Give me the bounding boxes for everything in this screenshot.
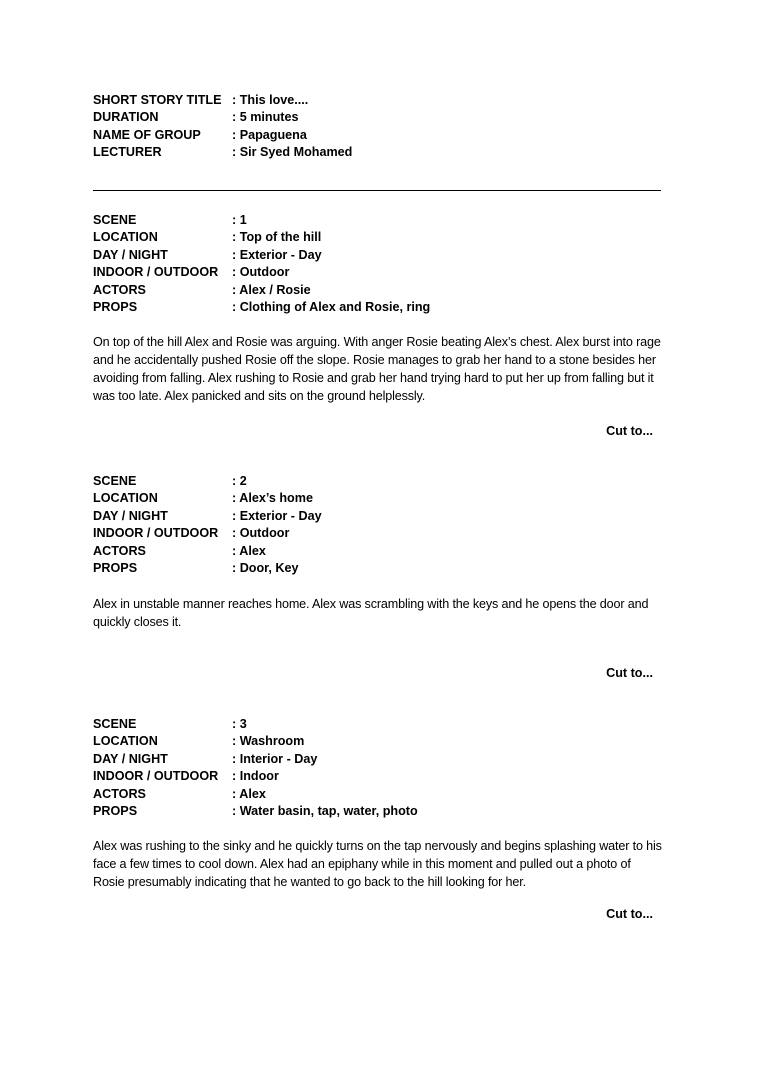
header-row-lecturer xyxy=(93,144,668,161)
scene-value: : Alex / Rosie xyxy=(232,282,311,297)
scene-value: : Exterior - Day xyxy=(232,247,322,262)
scene-label: LOCATION xyxy=(93,230,158,245)
scene-row xyxy=(93,282,668,299)
scene-label: ACTORS xyxy=(93,282,146,297)
scene-value: : Top of the hill xyxy=(232,230,322,245)
scene-row xyxy=(93,247,668,264)
scene-value: : Clothing of Alex and Rosie, ring xyxy=(232,299,431,314)
scene-3-description: Alex was rushing to the sinky and he quickly turns on the tap nervously and begins splashing water to his face a few times to cool down. Alex had an epiphany while in this moment and pulled out a photo of Rosie presumably indicating that he wanted to go back to the hill looking for her. xyxy=(93,839,662,890)
scene-3-transition: Cut to... xyxy=(606,907,653,921)
story-header xyxy=(93,92,668,162)
scene-row xyxy=(93,525,668,542)
scene-row xyxy=(93,473,668,490)
scene-row xyxy=(93,508,668,525)
scene-value: : Alex xyxy=(232,543,266,558)
header-row-group xyxy=(93,127,668,144)
scene-label: INDOOR / OUTDOOR xyxy=(93,526,219,541)
header-label: NAME OF GROUP xyxy=(93,127,201,142)
scene-row xyxy=(93,768,668,785)
scene-value: : Washroom xyxy=(232,734,305,749)
scene-row xyxy=(93,299,668,316)
header-value: : 5 minutes xyxy=(232,110,299,125)
scene-value: : Interior - Day xyxy=(232,751,318,766)
header-value: : Sir Syed Mohamed xyxy=(232,145,353,160)
scene-value: : Outdoor xyxy=(232,526,290,541)
scene-label: PROPS xyxy=(93,803,138,818)
scene-3-details xyxy=(93,716,668,820)
scene-value: : 3 xyxy=(232,717,247,731)
scene-1-description: On top of the hill Alex and Rosie was arguing. With anger Rosie beating Alex’s chest. Alex burst into rage and he accidentally pushed Rosie off the slope. Rosie manages to grab her hand to a stone besides her avoiding from falling. Alex rushing to Rosie and grab her hand trying hard to put her up from falling but it was too late. Alex panicked and sits on the ground helplessly. xyxy=(93,335,661,404)
scene-row xyxy=(93,543,668,560)
scene-label: SCENE xyxy=(93,474,137,488)
scene-label: INDOOR / OUTDOOR xyxy=(93,265,219,280)
scene-value: : Outdoor xyxy=(232,265,290,280)
scene-value: : 1 xyxy=(232,213,247,227)
scene-label: DAY / NIGHT xyxy=(93,247,168,262)
scene-2-transition: Cut to... xyxy=(606,666,653,680)
scene-row xyxy=(93,229,668,246)
scene-label: ACTORS xyxy=(93,543,146,558)
scene-1-transition: Cut to... xyxy=(606,424,653,438)
scene-value: : Exterior - Day xyxy=(232,508,322,523)
header-value: : This love.... xyxy=(232,93,309,107)
scene-label: DAY / NIGHT xyxy=(93,751,168,766)
scene-label: SCENE xyxy=(93,717,137,731)
scene-2-description: Alex in unstable manner reaches home. Alex was scrambling with the keys and he opens the door and quickly closes it. xyxy=(93,597,649,630)
scene-label: LOCATION xyxy=(93,491,158,506)
scene-value: : Water basin, tap, water, photo xyxy=(232,803,418,818)
scene-label: DAY / NIGHT xyxy=(93,508,168,523)
scene-row xyxy=(93,560,668,577)
scene-row xyxy=(93,803,668,820)
scene-label: ACTORS xyxy=(93,786,146,801)
scene-label: LOCATION xyxy=(93,734,158,749)
scene-label: INDOOR / OUTDOOR xyxy=(93,769,219,784)
scene-label: PROPS xyxy=(93,560,138,575)
scene-value: : Alex’s home xyxy=(232,491,313,506)
header-divider xyxy=(93,190,661,191)
header-label: SHORT STORY TITLE xyxy=(93,93,222,107)
scene-2-details xyxy=(93,473,668,577)
scene-row xyxy=(93,264,668,281)
header-label: LECTURER xyxy=(93,145,162,160)
scene-label: SCENE xyxy=(93,213,137,227)
scene-row xyxy=(93,716,668,733)
scene-1-details xyxy=(93,212,668,316)
scene-label: PROPS xyxy=(93,299,138,314)
scene-row xyxy=(93,786,668,803)
scene-value: : 2 xyxy=(232,474,247,488)
header-row-title xyxy=(93,92,668,109)
scene-row xyxy=(93,212,668,229)
scene-value: : Indoor xyxy=(232,769,279,784)
header-label: DURATION xyxy=(93,110,159,125)
scene-row xyxy=(93,751,668,768)
header-row-duration xyxy=(93,109,668,126)
header-value: : Papaguena xyxy=(232,127,307,142)
scene-value: : Alex xyxy=(232,786,266,801)
scene-row xyxy=(93,490,668,507)
scene-row xyxy=(93,733,668,750)
scene-value: : Door, Key xyxy=(232,560,299,575)
